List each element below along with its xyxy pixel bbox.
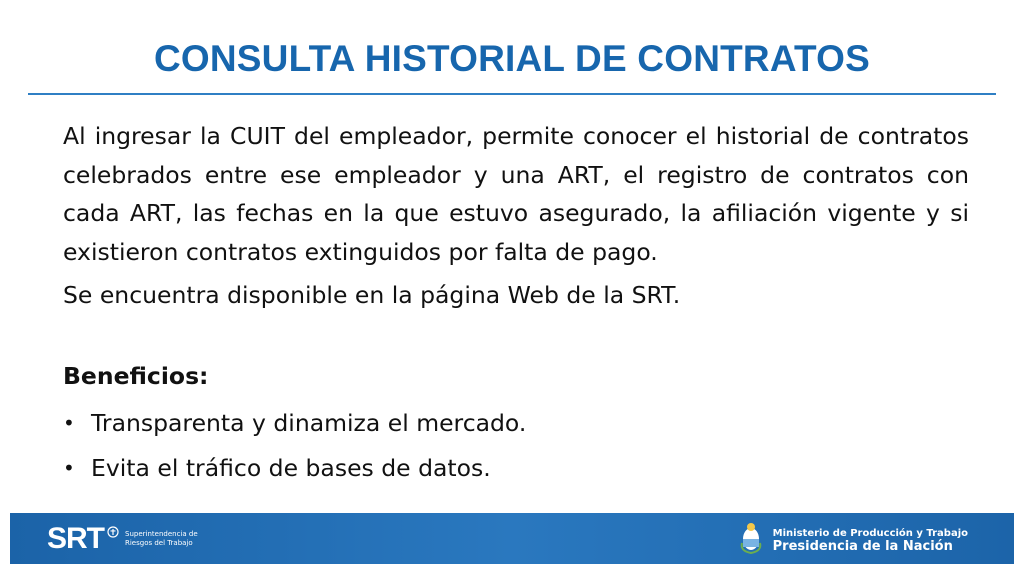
government-text: [773, 528, 968, 554]
srt-seal-icon: [107, 525, 119, 543]
coat-of-arms-icon: [739, 521, 763, 560]
srt-sub-line1: Superintendencia de: [125, 530, 198, 538]
presidency-label: Presidencia de la Nación: [772, 538, 953, 554]
srt-logo-subtitle: [125, 530, 198, 548]
benefits-list: [63, 404, 969, 487]
title-divider: [28, 93, 996, 95]
availability-paragraph: Se encuentra disponible en la página Web de la SRT.: [63, 281, 681, 309]
bullet-icon: •: [63, 411, 75, 435]
ministry-label: Ministerio de Producción y Trabajo: [772, 527, 968, 539]
bullet-text: Transparenta y dinamiza el mercado.: [91, 409, 527, 437]
footer-bar: [10, 513, 1014, 564]
list-item: [63, 404, 969, 443]
benefits-heading: Beneficios:: [63, 361, 209, 390]
bullet-text: Evita el tráfico de bases de datos.: [91, 453, 491, 482]
government-logo: [739, 521, 968, 560]
slide-body: [63, 117, 969, 493]
slide-title: CONSULTA HISTORIAL DE CONTRATOS: [153, 38, 871, 79]
bullet-icon: •: [63, 455, 75, 480]
srt-sub-line2: Riesgos del Trabajo: [125, 539, 193, 547]
srt-logo-text: SRT: [47, 522, 104, 555]
srt-logo: [47, 522, 198, 556]
list-item: [63, 449, 969, 488]
intro-paragraph: Al ingresar la CUIT del empleador, permite conocer el historial de contratos celebrados entre ese empleador y una ART, el registro de contratos con cada ART, las fechas en la que estuvo asegurado, la afiliación vigente y si existieron contratos extinguidos por falta de pago.: [63, 122, 969, 266]
